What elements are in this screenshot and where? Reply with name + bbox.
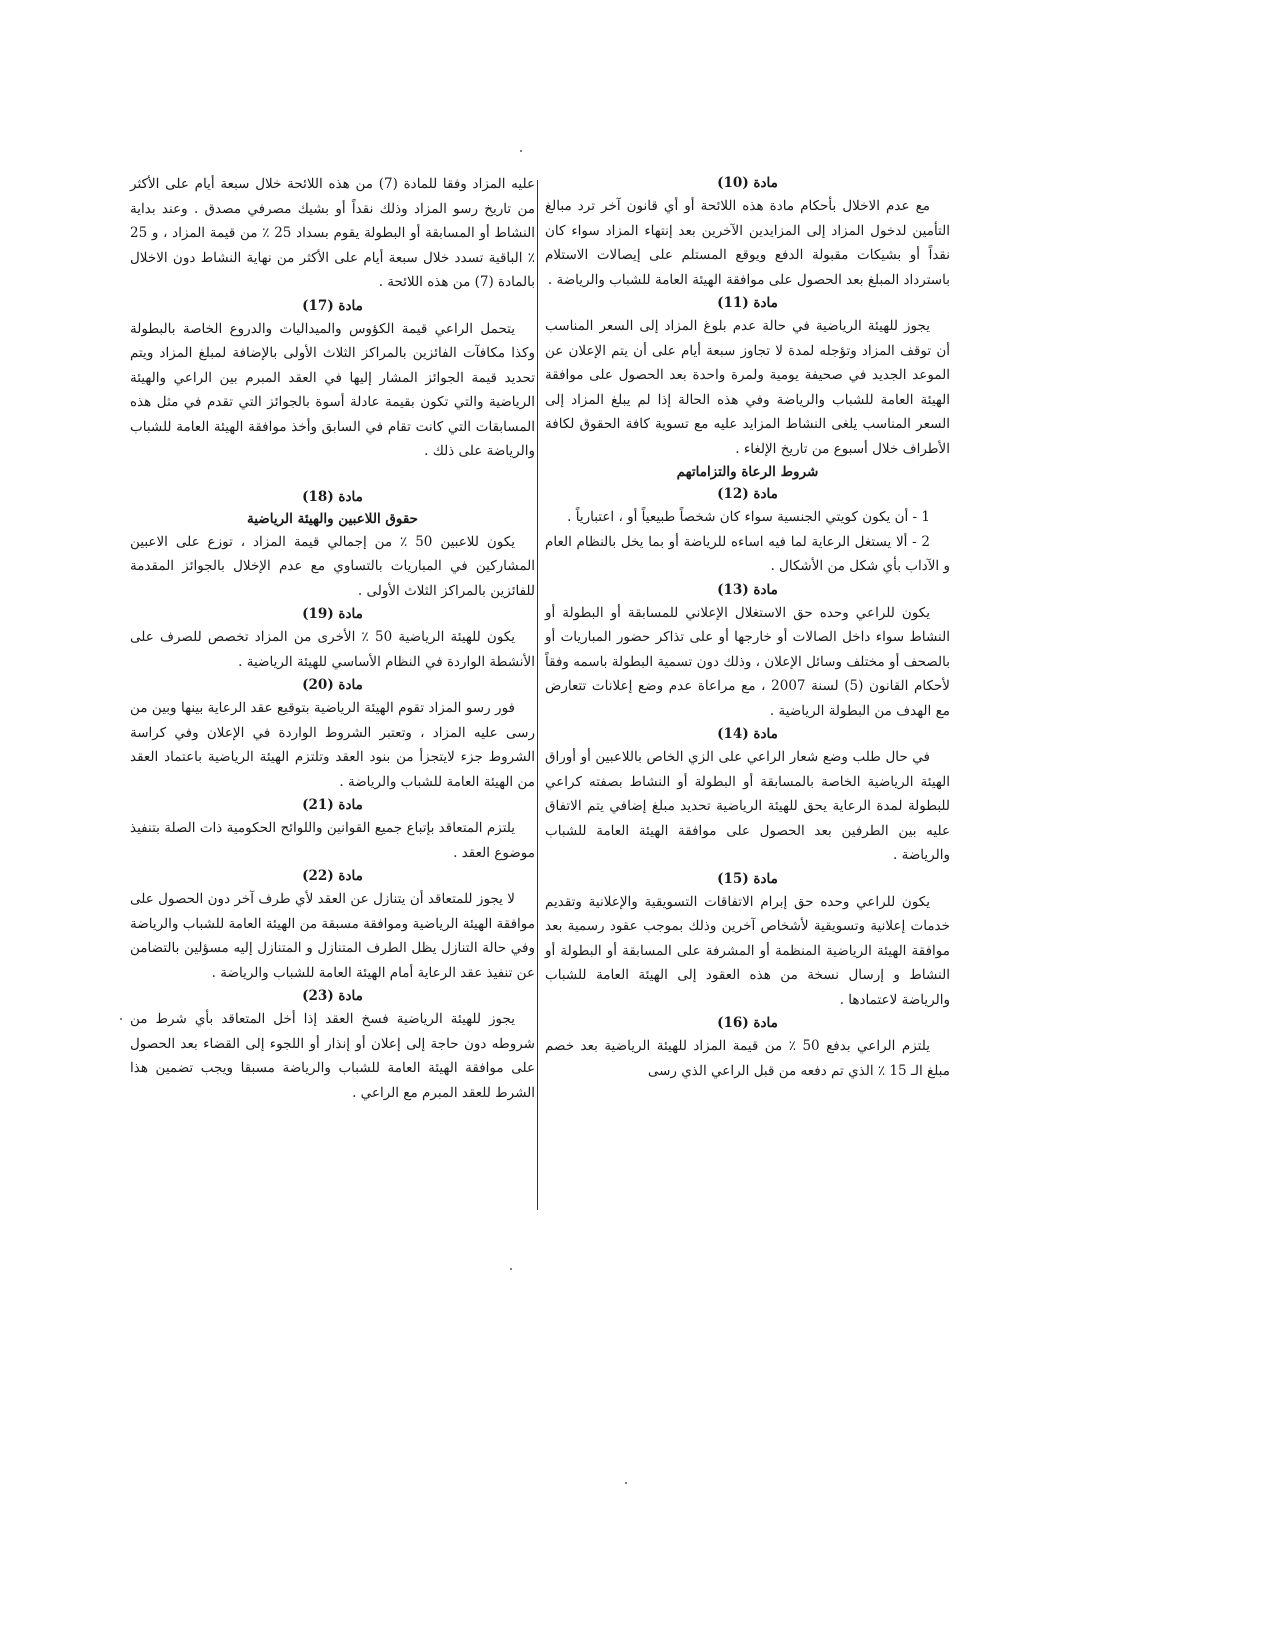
article-heading: مادة (17) [302, 297, 363, 314]
article-heading: مادة (18) [302, 488, 363, 505]
article-heading: مادة (10) [717, 175, 778, 191]
article-heading: مادة (13) [717, 581, 778, 598]
column-divider [537, 180, 538, 1210]
article-paragraph: في حال طلب وضع شعار الراعي على الزي الخاص باللاعبين أو أوراق الهيئة الرياضية الخاصة بالمسابقة أو البطولة أو النشاط بصفته كراعي للبطولة لمدة الرعاية يحق للهيئة الرياضية تحديد مبلغ إضافي يتم الاتفاق عليه بين الطرفين بعد الحصول على موافقة الهيئة العامة للشباب والرياضة . [545, 749, 950, 863]
article-paragraph: يلتزم المتعاقد بإتباع جميع القوانين واللوائح الحكومية ذات الصلة بتنفيذ موضوع العقد . [130, 820, 535, 861]
article-heading: مادة (23) [302, 988, 363, 1004]
article-heading: مادة (14) [717, 726, 778, 742]
article-heading: مادة (16) [717, 1015, 778, 1031]
scan-speck [510, 1268, 512, 1270]
article-paragraph: فور رسو المزاد تقوم الهيئة الرياضية بتوقيع عقد الرعاية بينها وبين من رسى عليه المزاد ، وتعتبر الشروط الواردة في الإعلان وفي كراسة الشروط جزء لايتجزأ من بنود العقد وتلتزم الهيئة الرياضية باعتماد العقد من الهيئة العامة للشباب والرياضة . [130, 700, 535, 790]
article-heading: حقوق اللاعبين والهيئة الرياضية [246, 510, 419, 527]
article-heading: مادة (21) [302, 797, 363, 813]
article-heading: مادة (11) [717, 295, 778, 311]
article-paragraph: 2 - ألا يستغل الرعاية لما فيه اساءه للرياضة أو بما يخل بالنظام العام و الآداب بأي شكل من الأشكال . [545, 533, 950, 574]
article-heading: مادة (19) [302, 606, 363, 622]
article-paragraph: عليه المزاد وفقا للمادة (7) من هذه اللائحة خلال سبعة أيام على الأكثر من تاريخ رسو المزاد وذلك نقداً أو بشيك مصرفي مصدق . وعند بداية النشاط أو المسابقة أو البطولة يقوم بسداد 25 ٪ من قيمة المزاد ، و 25 ٪ الباقية تسدد خلال سبعة أيام على الأكثر من نهاية النشاط دون الاخلال بالمادة (7) من هذه اللائحة . [130, 176, 536, 290]
left-column [130, 172, 535, 1105]
article-paragraph: مع عدم الاخلال بأحكام مادة هذه اللائحة أو أي قانون آخر ترد مبالغ التأمين لدخول المزاد إلى المزايدين الآخرين بعد إنتهاء المزاد سواء كان نقداً أو بشيكات مقبولة الدفع ويوقع المستلم على إيصالات الاستلام باسترداد المبلغ بعد الحصول على موافقة الهيئة العامة للشباب والرياضة . [545, 198, 950, 288]
article-heading: مادة (22) [302, 868, 363, 884]
article-paragraph: يكون للهيئة الرياضية 50 ٪ الأخرى من المزاد تخصص للصرف على الأنشطة الواردة في النظام الأساسي للهيئة الرياضية . [130, 629, 535, 670]
article-paragraph: يتحمل الراعي قيمة الكؤوس والميداليات والدروع الخاصة بالبطولة وكذا مكافآت الفائزين بالمراكز الثلاث الأولى بالإضافة لمبلغ المزاد ويتم تحديد قيمة الجوائز المشار إليها في العقد المبرم بين الراعي والهيئة الرياضية والتي تكون بقيمة عادلة أسوة بالجوائز التي تقدم في مثل هذه المسابقات التي كانت تقام في السابق وأخذ موافقة الهيئة العامة للشباب والرياضة على ذلك . [130, 320, 535, 459]
article-paragraph: يكون للراعي وحده حق الاستغلال الإعلاني للمسابقة أو البطولة أو النشاط سواء داخل الصالات أو خارجها أو على تذاكر حضور المباريات أو بالصحف أو مختلف وسائل الإعلان ، وذلك دون تسمية البطولة باسمه وفقاً لأحكام القانون (5) لسنة 2007 ، مع مراعاة عدم وضع إعلانات تتعارض مع الهدف من البطولة الرياضية . [545, 604, 950, 719]
article-paragraph: لا يجوز للمتعاقد أن يتنازل عن العقد لأي طرف آخر دون الحصول على موافقة الهيئة الرياضية وموافقة مسبقة من الهيئة العامة للشباب والرياضة وفي حالة التنازل يظل الطرف المتنازل و المتنازل إليه مسؤلين بالتضامن عن تنفيذ عقد الرعاية أمام الهيئة العامة للشباب والرياضة . [130, 891, 535, 981]
article-paragraph: يجوز للهيئة الرياضية فسخ العقد إذا أخل المتعاقد بأي شرط من شروطه دون حاجة إلى إعلان أو إنذار أو اللجوء إلى القضاء بعد الحصول على موافقة الهيئة العامة للشباب والرياضة مسبقا ويجب تضمين هذا الشرط للعقد المبرم مع الراعي . [130, 1011, 535, 1101]
article-paragraph: يكون للراعي وحده حق إبرام الاتفاقات التسويقية والإعلانية وتقديم خدمات إعلانية وتسويقية لأشخاص آخرين وذلك بموجب عقود رسمية بعد موافقة الهيئة الرياضية المنظمة أو المشرفة على المسابقة أو البطولة أو النشاط و إرسال نسخة من هذه العقود إلى الهيئة العامة للشباب والرياضة لاعتمادها . [545, 893, 950, 1008]
scan-speck [625, 1482, 627, 1484]
article-heading: شروط الرعاة والتزاماتهم [676, 464, 819, 480]
article-paragraph: 1 - أن يكون كويتي الجنسية سواء كان شخصاً طبيعياً أو ، اعتبارياً . [567, 509, 930, 525]
right-column [545, 172, 950, 1083]
article-heading: مادة (20) [302, 677, 363, 693]
article-paragraph: يلتزم الراعي بدفع 50 ٪ من قيمة المزاد للهيئة الرياضية بعد خصم مبلغ الـ 15 ٪ الذي تم دفعه من قبل الراعي الذي رسى [545, 1038, 950, 1079]
article-paragraph: يكون للاعبين 50 ٪ من إجمالي قيمة المزاد ، توزع على الاعبين المشاركين في المباريات بالتساوي مع عدم الإخلال بالجوائز المقدمة للفائزين بالمراكز الثلاث الأولى . [130, 533, 535, 599]
spacer [130, 464, 535, 486]
article-paragraph: يجوز للهيئة الرياضية في حالة عدم بلوغ المزاد إلى السعر المناسب أن توقف المزاد وتؤجله لمدة لا تجاوز سبعة أيام على أن يتم الإعلان عن الموعد الجديد في صحيفة يومية ولمرة واحدة بعد الحصول على موافقة الهيئة العامة للشباب والرياضة وفي هذه الحالة إذا لم يبلغ المزاد إلى السعر المناسب يلغى النشاط المزايد عليه مع تسوية كافة الحقوق لكافة الأطراف خلال أسبوع من تاريخ الإلغاء . [545, 318, 950, 457]
scan-speck [120, 1018, 122, 1020]
article-heading: مادة (12) [717, 486, 778, 502]
article-heading: مادة (15) [717, 870, 778, 887]
scan-speck [520, 150, 522, 152]
